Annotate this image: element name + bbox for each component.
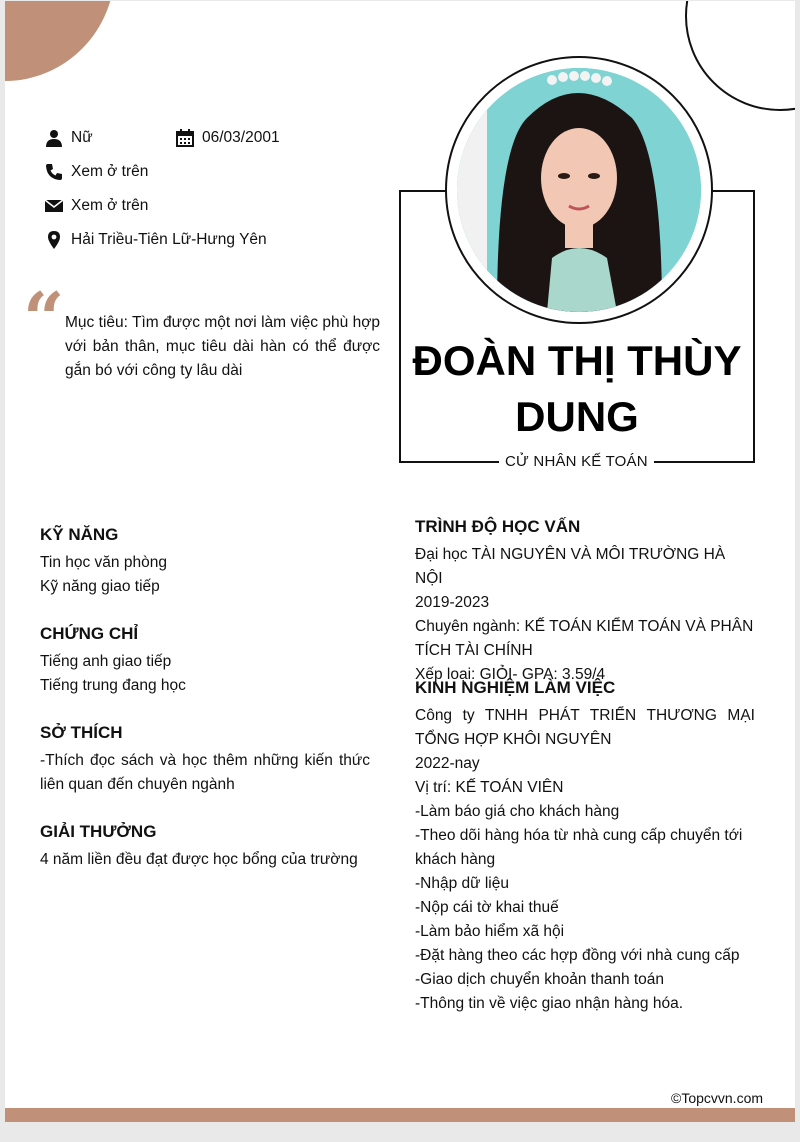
education-details — [415, 543, 755, 687]
address-value: Hải Triều-Tiên Lữ-Hưng Yên — [71, 231, 267, 248]
quote-icon: “ — [23, 276, 65, 361]
duty-item: -Nộp cái tờ khai thuế — [415, 899, 559, 916]
name-line-2: DUNG — [515, 393, 639, 440]
education-major: Chuyên ngành: KẾ TOÁN KIỂM TOÁN VÀ PHÂN TÍCH TÀI CHÍNH — [415, 618, 754, 659]
name-line-1: ĐOÀN THỊ THÙY — [412, 337, 742, 384]
envelope-icon — [45, 197, 63, 215]
skills-heading: KỸ NĂNG — [40, 525, 119, 544]
cv-page — [5, 1, 795, 1122]
duty-item: -Nhập dữ liệu — [415, 875, 509, 892]
certificate-item: Tiếng trung đang học — [40, 677, 186, 694]
avatar — [457, 68, 701, 312]
duty-item: -Thông tin về việc giao nhận hàng hóa. — [415, 995, 683, 1012]
email-row — [45, 197, 148, 215]
phone-value: Xem ở trên — [71, 163, 149, 180]
experience-position: Vị trí: KẾ TOÁN VIÊN — [415, 779, 564, 796]
skills-list — [40, 551, 380, 599]
gender-row — [45, 129, 93, 147]
certificates-list — [40, 650, 380, 698]
duty-item: -Giao dịch chuyển khoản thanh toán — [415, 971, 665, 988]
hobbies-text: -Thích đọc sách và học thêm những kiến thức liên quan đến chuyên ngành — [40, 752, 370, 793]
awards-text: 4 năm liền đều đạt được học bổng của trường — [40, 851, 358, 868]
avatar-frame — [445, 56, 713, 324]
education-school: Đại học TÀI NGUYÊN VÀ MÔI TRƯỜNG HÀ NỘI — [415, 546, 726, 587]
job-title: CỬ NHÂN KẾ TOÁN — [499, 453, 654, 470]
certificate-item: Tiếng anh giao tiếp — [40, 653, 172, 670]
address-row — [45, 231, 267, 249]
person-icon — [45, 129, 63, 147]
skill-item: Tin học văn phòng — [40, 554, 167, 571]
awards-heading: GIẢI THƯỞNG — [40, 822, 157, 841]
gender-value: Nữ — [71, 129, 93, 146]
birthdate-row — [176, 129, 280, 147]
decorative-circle-top-left — [5, 1, 115, 81]
phone-icon — [45, 163, 63, 181]
experience-details — [415, 704, 755, 1016]
duty-item: -Đặt hàng theo các hợp đồng với nhà cung cấp — [415, 947, 740, 964]
duty-item: -Theo dõi hàng hóa từ nhà cung cấp chuyển tới khách hàng — [415, 827, 743, 868]
experience-heading: KINH NGHIỆM LÀM VIỆC — [415, 678, 616, 697]
birthdate-value: 06/03/2001 — [202, 129, 280, 146]
duty-item: -Làm báo giá cho khách hàng — [415, 803, 620, 820]
decorative-circle-top-right — [685, 1, 795, 111]
education-grade: Xếp loại: GIỎI- GPA: 3.59/4 — [415, 666, 606, 683]
experience-period: 2022-nay — [415, 755, 480, 772]
bottom-accent-bar — [5, 1108, 795, 1122]
education-years: 2019-2023 — [415, 594, 490, 611]
portrait-photo — [457, 68, 701, 312]
watermark: ©Topcvvn.com — [671, 1090, 764, 1106]
experience-company: Công ty TNHH PHÁT TRIỂN THƯƠNG MẠI TỔNG HỢP KHÔI NGUYÊN — [415, 707, 755, 748]
skill-item: Kỹ năng giao tiếp — [40, 578, 160, 595]
candidate-name — [399, 333, 755, 445]
hobbies-heading: SỞ THÍCH — [40, 723, 123, 742]
certificates-heading: CHỨNG CHỈ — [40, 624, 139, 643]
duty-item: -Làm bảo hiểm xã hội — [415, 923, 565, 940]
calendar-icon — [176, 129, 194, 147]
phone-row — [45, 163, 148, 181]
email-value: Xem ở trên — [71, 197, 149, 214]
location-pin-icon — [45, 231, 63, 249]
education-heading: TRÌNH ĐỘ HỌC VẤN — [415, 517, 581, 536]
objective-text: Mục tiêu: Tìm được một nơi làm việc phù hợp với bản thân, mục tiêu dài hàn có thể được gắn bó với công ty lâu dài — [65, 314, 380, 379]
